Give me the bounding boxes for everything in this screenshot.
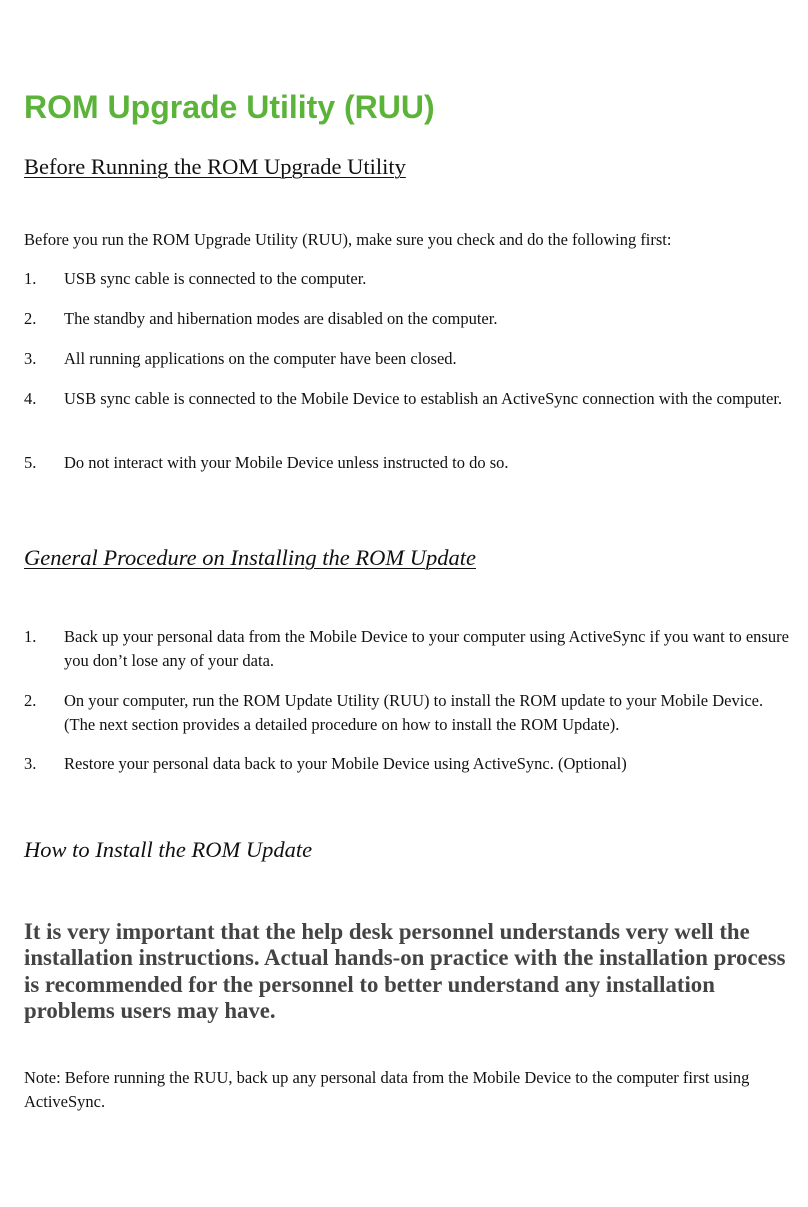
note-paragraph: Note: Before running the RUU, back up any personal data from the Mobile Device to the computer first using ActiveSync. <box>24 1068 750 1111</box>
list-item <box>24 307 789 331</box>
list-item-number: 5. <box>24 453 37 472</box>
list-item-text: The standby and hibernation modes are disabled on the computer. <box>64 309 498 328</box>
important-notice: It is very important that the help desk personnel understands very well the installation instructions. Actual hands-on practice with the installation process is recommended for the personnel to better understand any installation problems users may have. <box>24 919 786 1023</box>
list-item-number: 2. <box>24 691 37 710</box>
list-item-text: USB sync cable is connected to the computer. <box>64 269 367 288</box>
page-title: ROM Upgrade Utility (RUU) <box>24 89 435 125</box>
list-item-text: Restore your personal data back to your Mobile Device using ActiveSync. (Optional) <box>64 754 627 773</box>
list-item-text: On your computer, run the ROM Update Utility (RUU) to install the ROM update to your Mobile Device. (The next section provides a detailed procedure on how to install the ROM Update). <box>64 691 764 734</box>
list-item-number: 2. <box>24 309 37 328</box>
list-item-number: 4. <box>24 389 37 408</box>
list-item <box>24 689 789 737</box>
list-item-number: 1. <box>24 269 37 288</box>
list-item-number: 3. <box>24 754 37 773</box>
before-running-heading: Before Running the ROM Upgrade Utility <box>24 154 406 179</box>
before-running-intro: Before you run the ROM Upgrade Utility (RUU), make sure you check and do the following first: <box>24 230 672 249</box>
list-item-text: USB sync cable is connected to the Mobile Device to establish an ActiveSync connection with the computer. <box>64 389 783 408</box>
general-procedure-heading: General Procedure on Installing the ROM Update <box>24 545 476 570</box>
list-item-number: 3. <box>24 349 37 368</box>
list-item <box>24 387 789 411</box>
list-item <box>24 347 789 371</box>
list-item <box>24 267 789 291</box>
install-heading: How to Install the ROM Update <box>24 837 313 862</box>
list-item <box>24 752 789 776</box>
list-item <box>24 451 789 475</box>
list-item-text: All running applications on the computer have been closed. <box>64 349 457 368</box>
list-item-number: 1. <box>24 627 37 646</box>
list-item <box>24 625 789 673</box>
list-item-text: Do not interact with your Mobile Device unless instructed to do so. <box>64 453 509 472</box>
list-item-text: Back up your personal data from the Mobile Device to your computer using ActiveSync if you want to ensure you don’t lose any of your data. <box>64 627 789 670</box>
